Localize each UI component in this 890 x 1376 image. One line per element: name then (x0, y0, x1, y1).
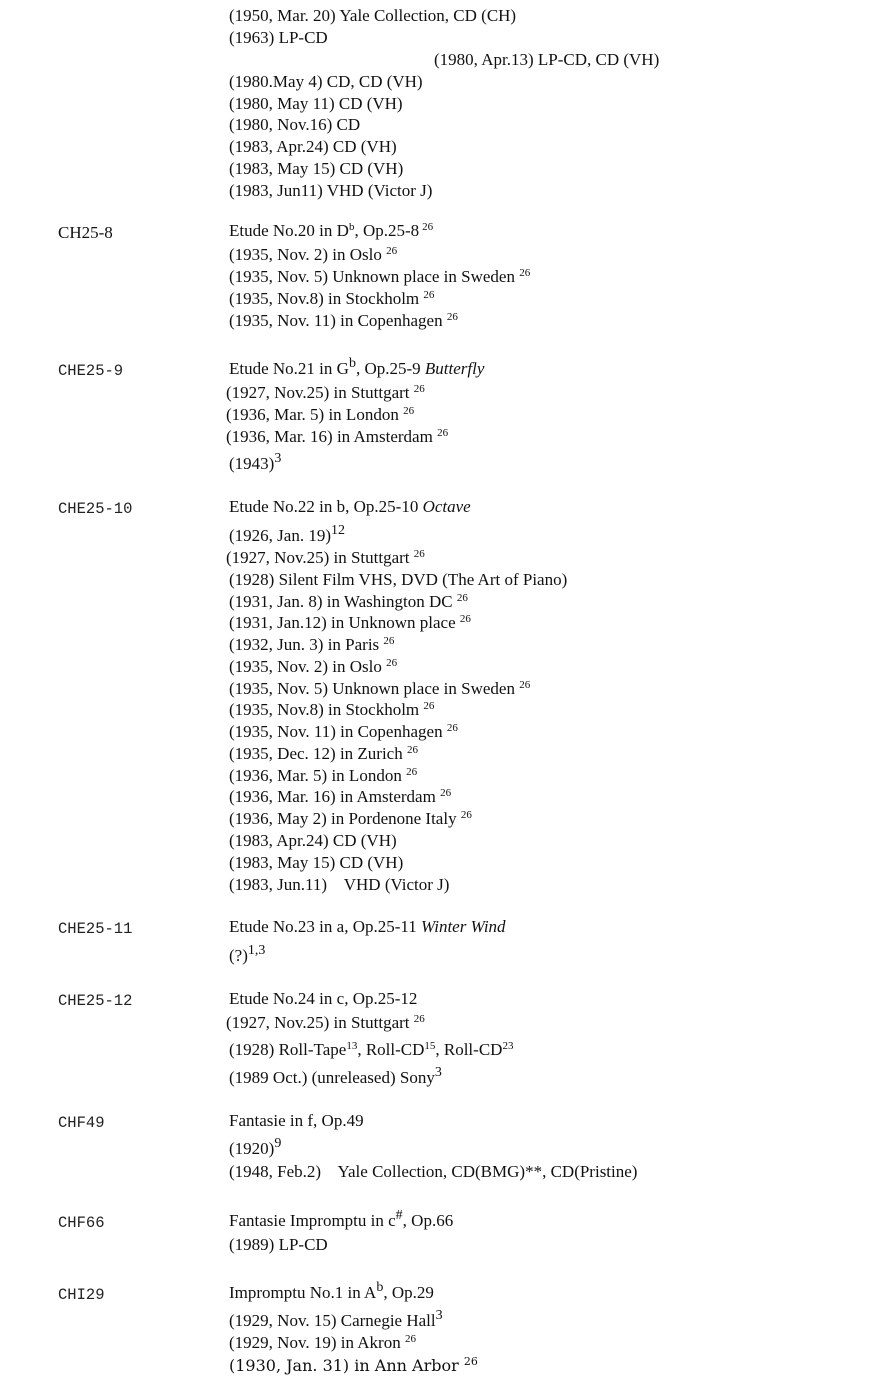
work-title: Fantasie in f, Op.49 (229, 1111, 364, 1130)
recording-line: (1929, Nov. 15) Carnegie Hall$^3$ (229, 1308, 443, 1330)
recording-line: (1980.May 4) CD, CD (VH) (229, 72, 423, 91)
recording-line: (1936, Mar. 5) in London $^{26}$ (226, 405, 415, 424)
recording-line: (1928) Roll-Tape$^{13}$, Roll-CD$^{15}$, Roll-CD$^{23}$ (229, 1040, 514, 1059)
recording-line: (1935, Nov. 5) Unknown place in Sweden $^{26}$ (229, 267, 531, 286)
recording-line: (1931, Jan.12) in Unknown place $^{26}$ (229, 613, 471, 632)
recording-line: (1927, Nov.25) in Stuttgart $^{26}$ (226, 1013, 425, 1032)
catalog-code: CHE25-11 (58, 920, 133, 938)
catalog-code: CHE25-10 (58, 500, 133, 518)
recording-line: (1936, Mar. 16) in Amsterdam $^{26}$ (226, 427, 449, 446)
recording-line: (1983, Jun.11) VHD (Victor J) (229, 875, 450, 894)
recording-line: (1963) LP-CD (229, 28, 328, 47)
catalog-code: CHI29 (58, 1286, 105, 1304)
recording-line: $(1943)^3$ (229, 451, 282, 473)
recording-line: (1935, Nov.8) in Stockholm $^{26}$ (229, 289, 435, 308)
recording-line: (1927, Nov.25) in Stuttgart $^{26}$ (226, 548, 425, 567)
recording-line: (1935, Nov.8) in Stockholm $^{26}$ (229, 700, 435, 719)
recording-line: (1948, Feb.2) Yale Collection, CD(BMG)**, CD(Pristine) (229, 1162, 638, 1181)
recording-line: (1932, Jun. 3) in Paris $^{26}$ (229, 635, 395, 654)
recording-line: (1930, Jan. 31) in Ann Arbor $^{26}$ (229, 1355, 478, 1375)
recording-line: (1928) Silent Film VHS, DVD (The Art of Piano) (229, 570, 568, 589)
recording-line: (1983, Jun11) VHD (Victor J) (229, 181, 433, 200)
work-title: Etude No.20 in $D^b$, Op.25-8 $^{26}$ (229, 221, 434, 240)
catalog-code: CHF66 (58, 1214, 105, 1232)
recording-line: (1936, Mar. 16) in Amsterdam $^{26}$ (229, 787, 452, 806)
recording-line: (1983, Apr.24) CD (VH) (229, 831, 397, 850)
recording-line: (1950, Mar. 20) Yale Collection, CD (CH) (229, 6, 517, 25)
recording-line: (1935, Nov. 11) in Copenhagen $^{26}$ (229, 311, 458, 330)
recording-line: $(1920)^9$ (229, 1136, 282, 1158)
work-title: Impromptu No.1 in $A^b$, Op.29 (229, 1280, 434, 1302)
work-title: Etude No.24 in c, Op.25-12 (229, 989, 418, 1008)
recording-line: (1936, May 2) in Pordenone Italy $^{26}$ (229, 809, 472, 828)
recording-line: (1980, May 11) CD (VH) (229, 94, 403, 113)
recording-line: (?)$^{1,3}$ (229, 943, 266, 965)
work-title: Etude No.23 in a, Op.25-11 Winter Wind (229, 917, 506, 936)
recording-line: (1927, Nov.25) in Stuttgart $^{26}$ (226, 383, 425, 402)
recording-line: (1983, May 15) CD (VH) (229, 853, 404, 872)
recording-line: (1935, Nov. 2) in Oslo $^{26}$ (229, 245, 398, 264)
catalog-code: CHF49 (58, 1114, 105, 1132)
recording-line: (1983, May 15) CD (VH) (229, 159, 404, 178)
recording-line: (1931, Jan. 8) in Washington DC $^{26}$ (229, 592, 468, 611)
work-title: Fantasie Impromptu in c#, Op.66 (229, 1208, 454, 1230)
recording-line: (1983, Apr.24) CD (VH) (229, 137, 397, 156)
recording-line: (1980, Apr.13) LP-CD, CD (VH) (434, 50, 660, 69)
recording-line: (1980, Nov.16) CD (229, 115, 361, 134)
recording-line: (1989 Oct.) (unreleased) Sony$^3$ (229, 1065, 442, 1087)
recording-line: (1936, Mar. 5) in London $^{26}$ (229, 766, 418, 785)
recording-line: (1935, Nov. 5) Unknown place in Sweden $^{26}$ (229, 679, 531, 698)
catalog-code: CHE25-12 (58, 992, 133, 1010)
recording-line: (1935, Dec. 12) in Zurich $^{26}$ (229, 744, 418, 763)
work-title: Etude No.21 in $G^b$, Op.25-9 Butterfly (229, 356, 485, 378)
catalog-code: CH25-8 (58, 223, 113, 242)
recording-line: (1935, Nov. 2) in Oslo $^{26}$ (229, 657, 398, 676)
recording-line: (1926, Jan. 19)$^{12}$ (229, 523, 345, 545)
work-title: Etude No.22 in b, Op.25-10 Octave (229, 497, 471, 516)
recording-line: (1989) LP-CD (229, 1235, 328, 1254)
catalog-code: CHE25-9 (58, 362, 124, 380)
recording-line: (1929, Nov. 19) in Akron $^{26}$ (229, 1333, 416, 1352)
recording-line: (1935, Nov. 11) in Copenhagen $^{26}$ (229, 722, 458, 741)
